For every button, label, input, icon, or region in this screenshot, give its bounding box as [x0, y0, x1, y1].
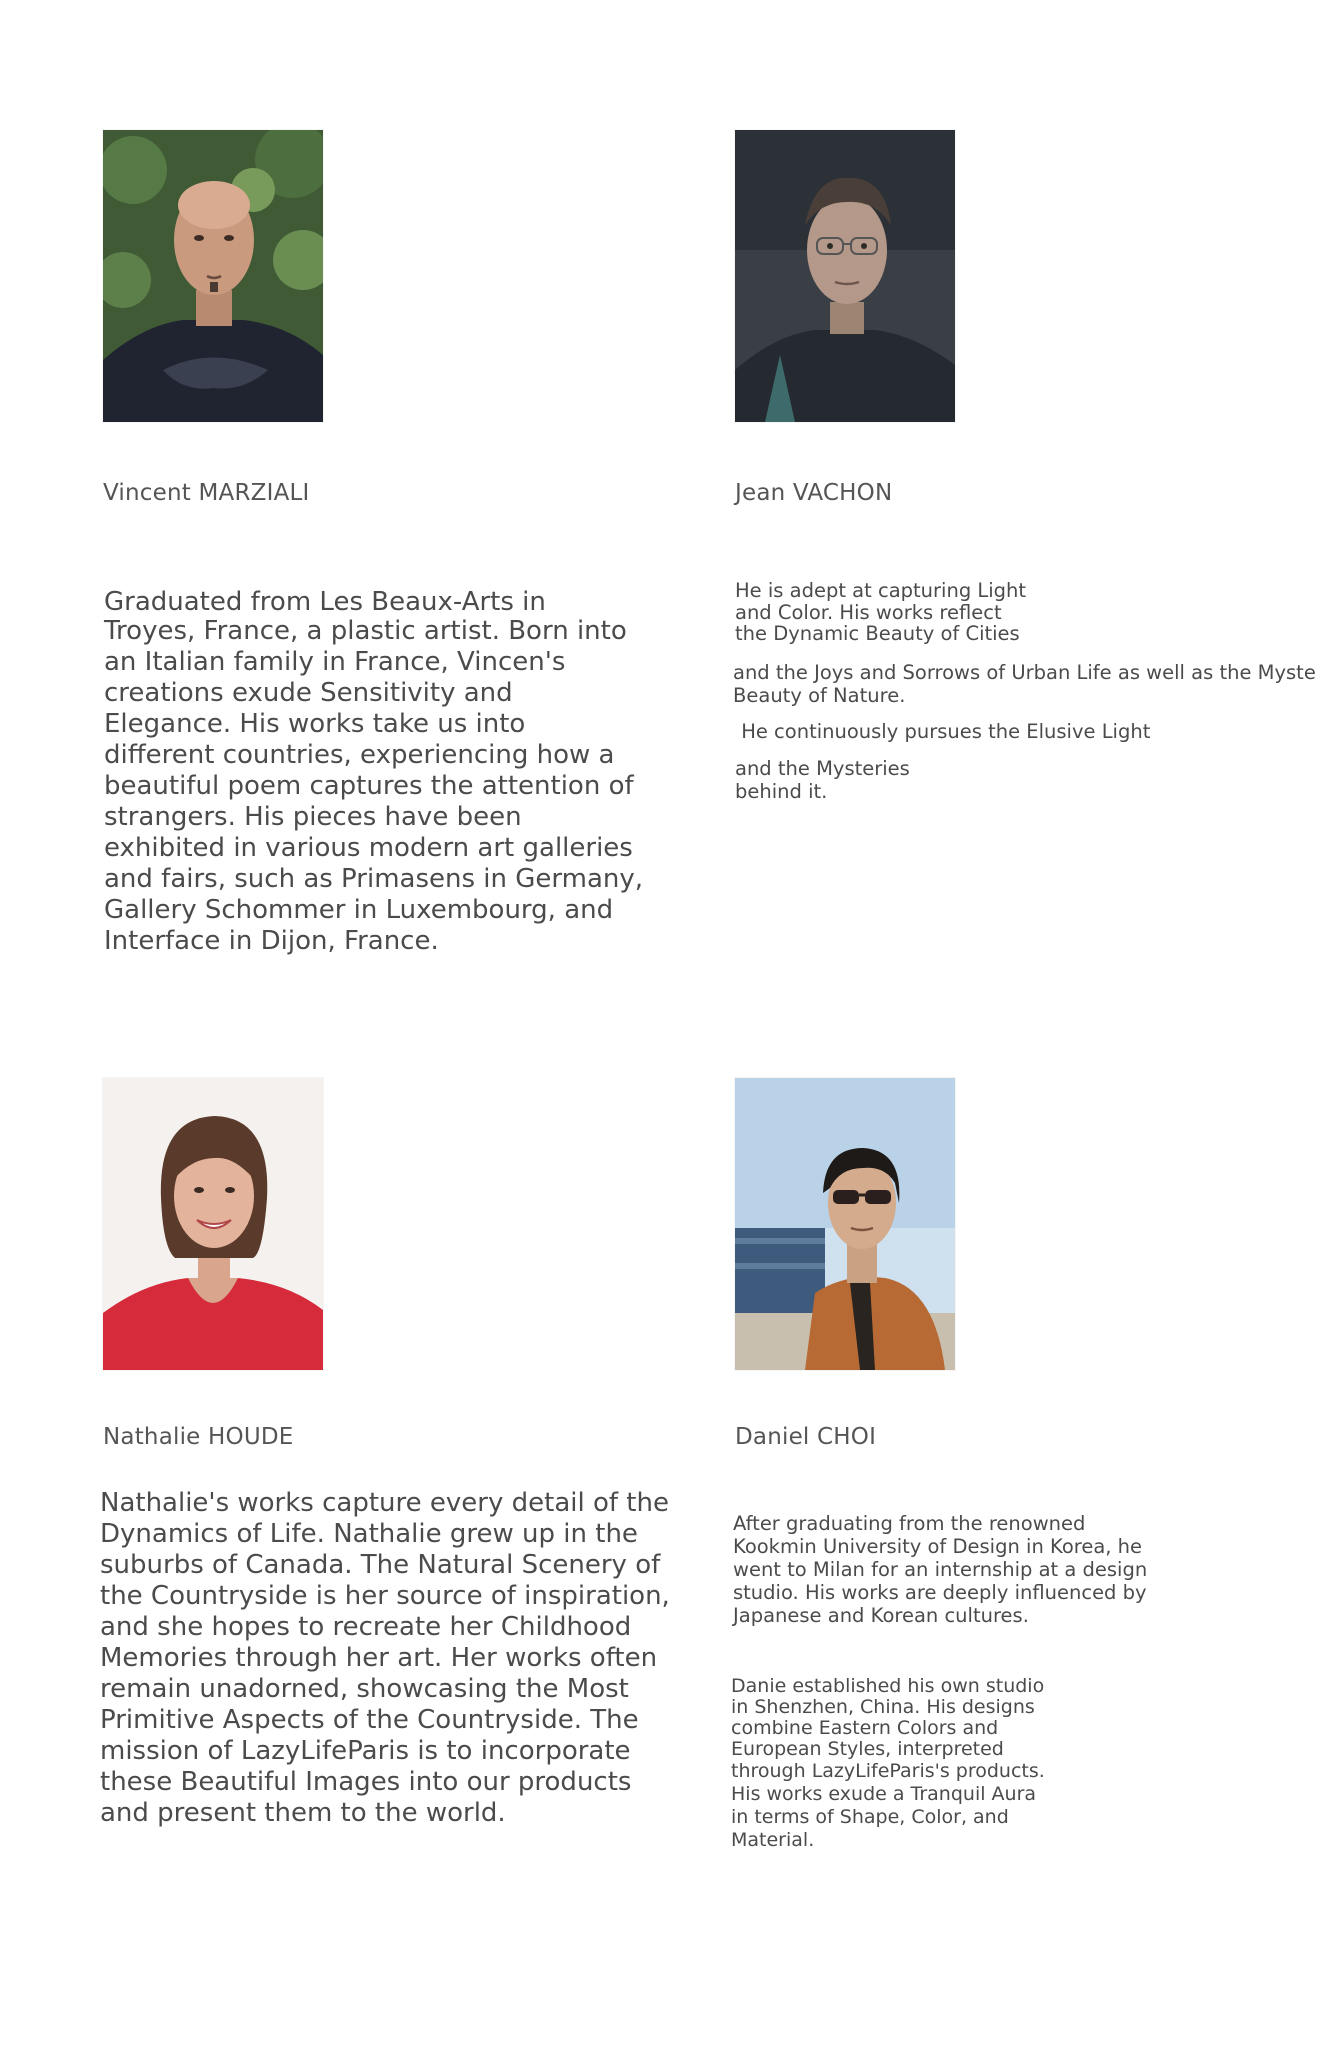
bio-line: exhibited in various modern art galleries	[104, 833, 633, 863]
bio-line: the Countryside is her source of inspiration,	[100, 1581, 670, 1611]
bio-line: in Shenzhen, China. His designs	[731, 1696, 1035, 1718]
bio-line: He continuously pursues the Elusive Light	[735, 720, 1151, 743]
bio-line: He is adept at capturing Light	[735, 579, 1027, 602]
bio-line: Material.	[731, 1829, 815, 1851]
bio-line: in terms of Shape, Color, and	[731, 1806, 1009, 1828]
vincent-marziali-photo	[103, 130, 323, 422]
artist-bio-continued	[731, 1676, 1045, 1852]
bio-line: combine Eastern Colors and	[731, 1717, 999, 1739]
bio-line: and Color. His works reflect	[735, 601, 1002, 624]
portrait-man-sunglasses-photo	[735, 1078, 955, 1370]
artist-bio	[735, 579, 1026, 644]
artist-bio	[100, 1488, 670, 1829]
bio-line: the Dynamic Beauty of Cities	[735, 622, 1020, 645]
bio-line: Primitive Aspects of the Countryside. The	[100, 1705, 639, 1735]
artist-bio	[733, 1512, 1147, 1627]
bio-line: went to Milan for an internship at a design	[733, 1558, 1148, 1581]
bio-line: beautiful poem captures the attention of	[104, 771, 634, 801]
bio-line: European Styles, interpreted	[731, 1738, 1004, 1760]
bio-line: Gallery Schommer in Luxembourg, and	[104, 895, 614, 925]
bio-line: Memories through her art. Her works often	[100, 1643, 658, 1673]
portrait-woman-smiling-photo	[103, 1078, 323, 1370]
bio-line: and the Joys and Sorrows of Urban Life as well as the Myste	[733, 661, 1316, 684]
artist-name: Nathalie HOUDE	[103, 1424, 294, 1450]
daniel-choi-photo	[735, 1078, 955, 1370]
bio-line: and present them to the world.	[100, 1798, 506, 1828]
bio-line: and the Mysteries	[735, 757, 910, 780]
bio-line: suburbs of Canada. The Natural Scenery of	[100, 1550, 661, 1580]
bio-line: creations exude Sensitivity and	[104, 678, 513, 708]
bio-line: and she hopes to recreate her Childhood	[100, 1612, 632, 1642]
artist-bio	[104, 588, 643, 957]
bio-line: studio. His works are deeply influenced by	[733, 1581, 1147, 1604]
bio-line: Kookmin University of Design in Korea, he	[733, 1535, 1143, 1558]
bio-line: His works exude a Tranquil Aura	[731, 1783, 1037, 1805]
artist-bio-continued	[735, 757, 910, 803]
bio-line: through LazyLifeParis's products.	[731, 1760, 1045, 1782]
bio-line: Interface in Dijon, France.	[104, 926, 439, 956]
bio-line: Dynamics of Life. Nathalie grew up in the	[100, 1519, 638, 1549]
nathalie-houde-photo	[103, 1078, 323, 1370]
artist-name: Daniel CHOI	[735, 1424, 877, 1450]
bio-line: After graduating from the renowned	[733, 1512, 1086, 1535]
artist-bio-continued	[735, 720, 1150, 743]
artist-name: Vincent MARZIALI	[103, 480, 310, 506]
bio-line: an Italian family in France, Vincen's	[104, 647, 566, 677]
bio-line: Beauty of Nature.	[733, 684, 906, 707]
portrait-man-glasses-photo	[735, 130, 955, 422]
artist-bio-continued	[733, 661, 1316, 707]
bio-line: Nathalie's works capture every detail of the	[100, 1488, 669, 1518]
bio-line: strangers. His pieces have been	[104, 802, 522, 832]
bio-line: different countries, experiencing how a	[104, 740, 615, 770]
bio-line: Troyes, France, a plastic artist. Born into	[104, 616, 627, 646]
bio-line: remain unadorned, showcasing the Most	[100, 1674, 629, 1704]
bio-line: mission of LazyLifeParis is to incorporate	[100, 1736, 631, 1766]
bio-line: Graduated from Les Beaux-Arts in	[104, 587, 546, 617]
jean-vachon-photo	[735, 130, 955, 422]
bio-line: Japanese and Korean cultures.	[733, 1604, 1029, 1627]
bio-line: behind it.	[735, 780, 828, 803]
artist-name: Jean VACHON	[735, 480, 893, 506]
portrait-bald-man-photo	[103, 130, 323, 422]
bio-line: Elegance. His works take us into	[104, 709, 526, 739]
bio-line: and fairs, such as Primasens in Germany,	[104, 864, 644, 894]
bio-line: Danie established his own studio	[731, 1675, 1045, 1697]
bio-line: these Beautiful Images into our products	[100, 1767, 632, 1797]
